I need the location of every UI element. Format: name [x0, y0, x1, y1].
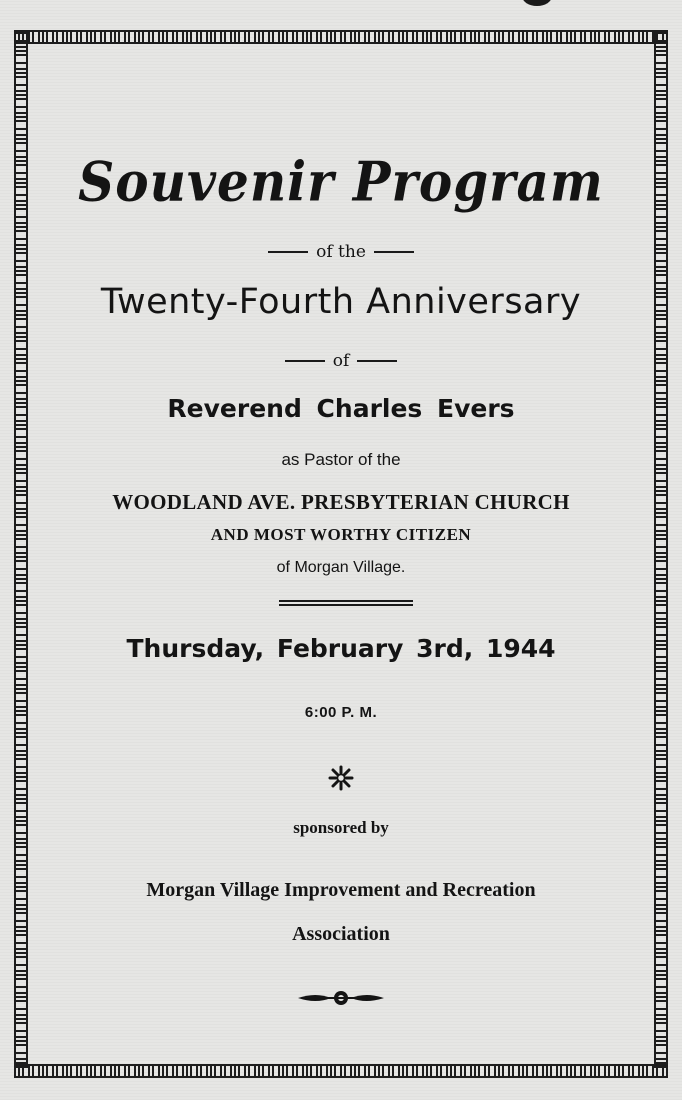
program-content	[40, 44, 642, 1054]
sponsor-name	[40, 868, 642, 956]
asterisk-ornament-icon	[327, 764, 355, 792]
border-bottom	[14, 1064, 668, 1078]
sponsor-line-1: Morgan Village Improvement and Recreation	[146, 879, 536, 901]
border-top	[14, 30, 668, 44]
honoree-name: Reverend Charles Evers	[167, 394, 515, 423]
of-the-text: of the	[316, 242, 366, 262]
anniversary-heading: Twenty-Fourth Anniversary	[100, 282, 582, 322]
dash-left	[285, 360, 325, 362]
of-line	[40, 351, 642, 371]
border-right	[654, 30, 668, 1068]
pastor-of-text: as Pastor of the	[281, 450, 401, 469]
program-title: Souvenir Program	[78, 149, 604, 214]
event-time: 6:00 P. M.	[304, 704, 378, 721]
dash-left	[268, 251, 308, 253]
of-text: of	[332, 351, 350, 371]
scroll-ornament-icon	[296, 988, 386, 1008]
dash-right	[357, 360, 397, 362]
ink-blot	[522, 0, 552, 6]
of-the-line	[40, 242, 642, 262]
dash-right	[374, 251, 414, 253]
sponsor-line-2: Association	[292, 923, 390, 945]
village-text: of Morgan Village.	[276, 559, 406, 576]
sponsored-by-text: sponsored by	[293, 818, 389, 837]
double-rule-divider	[279, 600, 413, 606]
church-name: WOODLAND AVE. PRESBYTERIAN CHURCH	[112, 490, 570, 514]
border-left	[14, 30, 28, 1068]
event-date: Thursday, February 3rd, 1944	[126, 634, 556, 663]
citizen-text: AND MOST WORTHY CITIZEN	[210, 525, 472, 544]
